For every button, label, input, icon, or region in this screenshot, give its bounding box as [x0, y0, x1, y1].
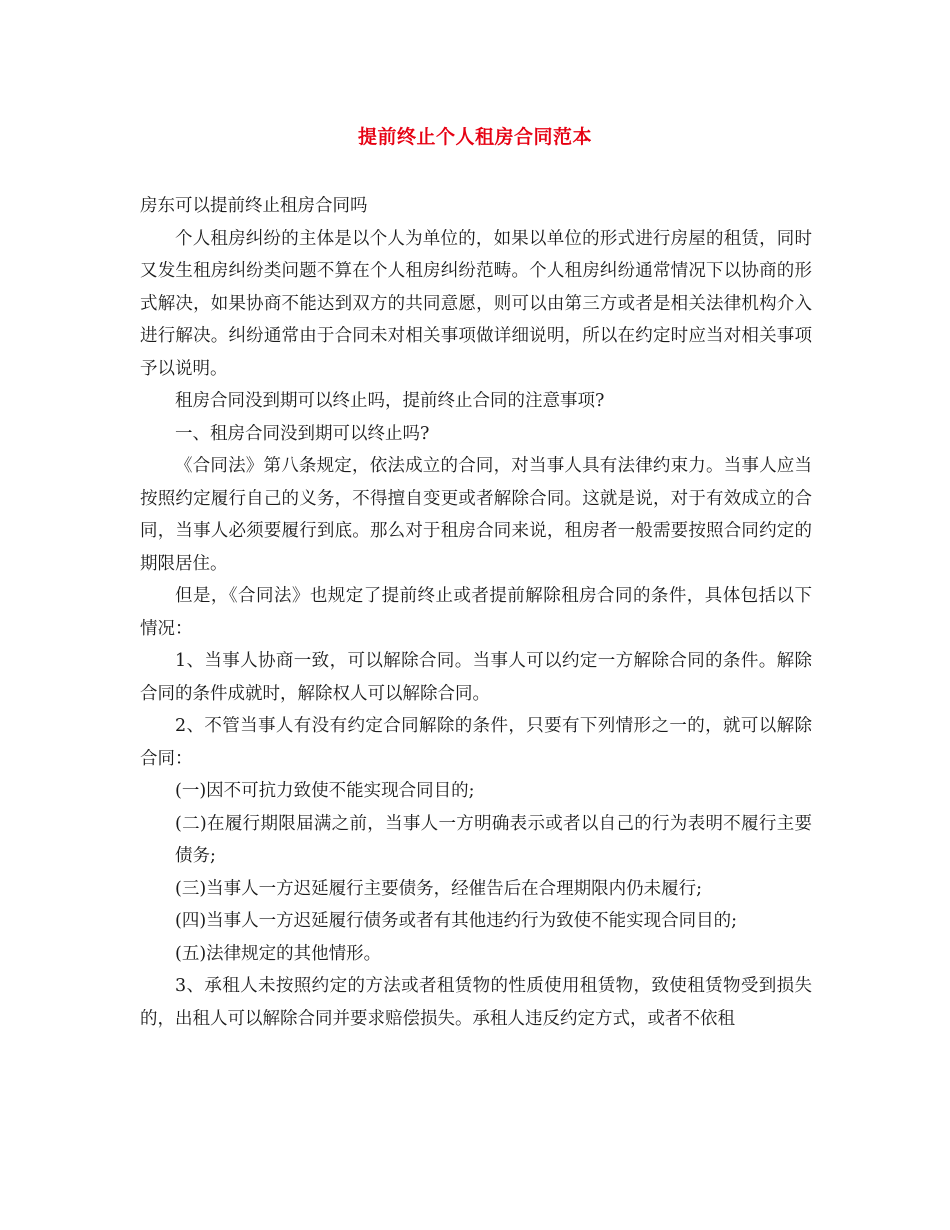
list-item: (四)当事人一方迟延履行债务或者有其他违约行为致使不能实现合同目的;	[175, 911, 738, 931]
paragraph-intro: 个人租房纠纷的主体是以个人为单位的，如果以单位的形式进行房屋的租赁，同时又发生租房纠纷类问题不算在个人租房纠纷范畴。个人租房纠纷通常情况下以协商的形式解决，如果协商不能达到双方的共同意愿，则可以由第三方或者是相关法律机构介入进行解决。纠纷通常由于合同未对相关事项做详细说明，所以在约定时应当对相关事项予以说明。	[140, 228, 812, 379]
paragraph-conditions-intro: 但是，《合同法》也规定了提前终止或者提前解除租房合同的条件，具体包括以下情况：	[140, 586, 812, 639]
paragraph-condition-2: 2、不管当事人有没有约定合同解除的条件，只要有下列情形之一的，就可以解除合同：	[140, 716, 812, 769]
paragraph-question: 租房合同没到期可以终止吗，提前终止合同的注意事项?	[175, 391, 605, 411]
document-body	[140, 190, 812, 1035]
list-item: (一)因不可抗力致使不能实现合同目的;	[175, 781, 475, 801]
paragraph-condition-1: 1、当事人协商一致，可以解除合同。当事人可以约定一方解除合同的条件。解除合同的条件成就时，解除权人可以解除合同。	[140, 651, 812, 704]
list-item: (三)当事人一方迟延履行主要债务，经催告后在合理期限内仍未履行;	[175, 878, 703, 899]
paragraph-condition-3: 3、承租人未按照约定的方法或者租赁物的性质使用租赁物，致使租赁物受到损失的，出租人可以解除合同并要求赔偿损失。承租人违反约定方式，或者不依租	[140, 976, 812, 1029]
paragraph-contract-law: 《合同法》第八条规定，依法成立的合同，对当事人具有法律约束力。当事人应当按照约定履行自己的义务，不得擅自变更或者解除合同。这就是说，对于有效成立的合同，当事人必须要履行到底。那么对于租房合同来说，租房者一般需要按照合同约定的期限居住。	[140, 456, 812, 574]
document-title: 提前终止个人租房合同范本	[357, 126, 592, 148]
paragraph-subheading: 一、租房合同没到期可以终止吗?	[175, 423, 430, 444]
list-item: (二)在履行期限届满之前，当事人一方明确表示或者以自己的行为表明不履行主要债务;	[175, 813, 812, 866]
section-heading: 房东可以提前终止租房合同吗	[140, 196, 368, 216]
list-item: (五)法律规定的其他情形。	[175, 943, 382, 964]
